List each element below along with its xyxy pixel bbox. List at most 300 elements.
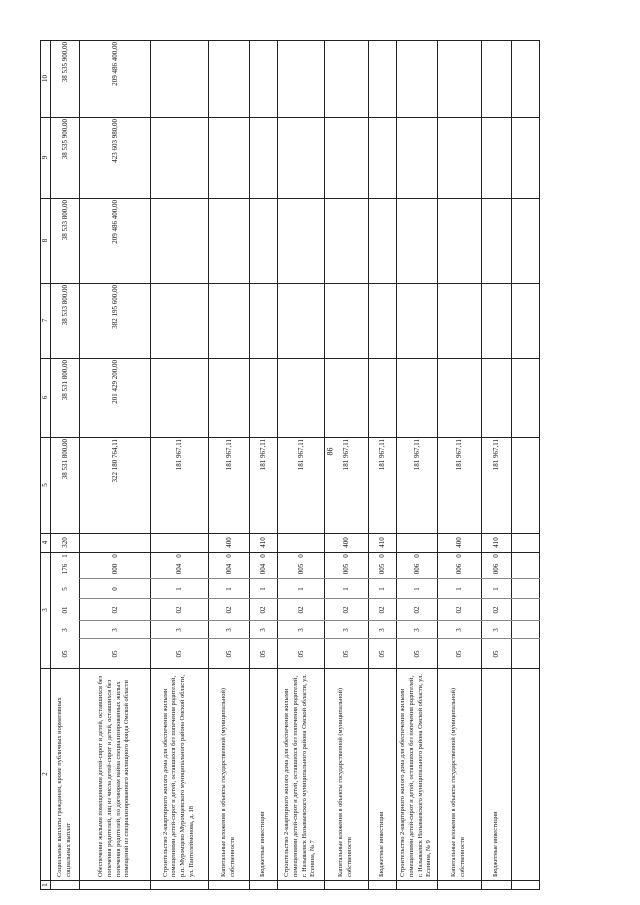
amount-col-9 (150, 119, 208, 198)
row-label (209, 671, 248, 877)
code-part-text: 05 (455, 650, 463, 658)
code-subdivider (79, 578, 150, 579)
column-header-2-text: 2 (41, 772, 49, 776)
code-part (249, 640, 277, 668)
kind-code (481, 533, 511, 552)
code-part-text: 3 (412, 628, 421, 632)
amount-col-8 (50, 200, 79, 283)
column-header-2 (40, 668, 50, 880)
code-part-text: 05 (175, 650, 183, 658)
code-subdivider (396, 578, 437, 579)
code-subdivider (396, 620, 437, 621)
amount-col-6-text: 38 531 800,00 (60, 360, 69, 401)
amount-col-9 (437, 119, 481, 198)
code-subdivider (208, 598, 249, 599)
amount-col-7 (277, 285, 324, 358)
amount-col-10-text: 38 535 900,00 (60, 42, 69, 83)
amount-col-5-text: 181 967,11 (296, 439, 305, 471)
code-subdivider (324, 578, 368, 579)
code-part-text: 005 (378, 563, 386, 575)
code-part (277, 640, 324, 668)
column-header-7 (40, 283, 50, 358)
amount-col-5 (396, 439, 437, 533)
column-header-10 (40, 40, 50, 117)
code-subdivider (368, 620, 396, 621)
code-part (368, 640, 396, 668)
code-part (150, 622, 208, 638)
row-label-text: Строительство 2-квартирного жилого дома для обеспечения жилыми помещениями детей-сирот и детей, оставшихся без попечения родителей, р.п. Муромцево Муромцевского муниципального района Омской области, ул. Пантелеймонова, д. 18 (161, 673, 195, 877)
row-label (51, 671, 78, 877)
amount-col-9 (79, 119, 150, 198)
code-part (249, 600, 277, 620)
code-part-text: 0 (175, 554, 183, 558)
amount-col-5 (79, 439, 150, 533)
code-part-text: 005 (342, 563, 350, 575)
code-part (208, 552, 249, 560)
code-subdivider (368, 578, 396, 579)
code-part (437, 640, 481, 668)
code-part (249, 552, 277, 560)
code-part (249, 560, 277, 578)
kind-code-text: 410 (492, 537, 500, 548)
amount-col-6 (368, 360, 396, 437)
amount-col-9 (249, 119, 277, 198)
amount-col-5 (324, 439, 368, 533)
column-header-9-text: 9 (41, 155, 49, 160)
code-part-text: 1 (492, 587, 500, 591)
amount-col-5-text: 181 967,11 (455, 439, 463, 471)
code-part (368, 622, 396, 638)
row-label-text: Капитальные вложения в объекты государственной (муниципальной) собственности (219, 686, 236, 877)
code-part-text: 0 (455, 554, 463, 558)
row-label-text: Строительство 2-квартирного жилого дома для обеспечения жилыми помещениями детей-сирот и детей, оставшихся без попечения родителей, г. Называевск Называевского муниципального района Омской области, ул. Есенина, № 9 (399, 672, 433, 877)
code-part-text: 004 (259, 563, 267, 575)
code-subdivider (249, 598, 277, 599)
amount-col-5 (150, 439, 208, 533)
code-part-text: 02 (175, 606, 183, 614)
code-part-text: 1 (60, 554, 69, 558)
code-part-text: 004 (224, 563, 233, 575)
amount-col-7 (50, 285, 79, 358)
amount-col-9 (324, 119, 368, 198)
code-part-text: 1 (378, 587, 386, 591)
amount-col-10 (50, 42, 79, 117)
amount-col-8-text: 38 533 800,00 (60, 200, 69, 241)
column-header-3-text: 3 (41, 608, 49, 612)
code-part-text: 005 (296, 563, 305, 575)
code-part (277, 560, 324, 578)
column-header-9 (40, 117, 50, 198)
amount-col-5-text: 181 967,11 (412, 439, 421, 471)
code-part-text: 0 (110, 554, 119, 558)
amount-col-10 (249, 42, 277, 117)
kind-code-text: 400 (224, 537, 233, 548)
code-part-text: 3 (455, 628, 463, 632)
code-part (208, 622, 249, 638)
column-header-6 (40, 358, 50, 437)
amount-col-7 (249, 285, 277, 358)
code-subdivider (437, 578, 481, 579)
code-part-text: 1 (412, 587, 421, 591)
amount-col-6-text: 201 429 200,00 (110, 360, 119, 404)
column-divider (40, 668, 540, 669)
column-divider (40, 358, 540, 359)
code-part (481, 580, 511, 598)
code-part-text: 3 (342, 628, 350, 632)
column-header-8 (40, 198, 50, 283)
code-part-text: 0 (378, 554, 386, 558)
code-subdivider (511, 638, 540, 639)
row-label-text: Строительство 2-квартирного жилого дома для обеспечения жилыми помещениями детей-сирот и детей, оставшихся без попечения родителей, г. Называевск Называевского муниципального района Омской области, ул. Есенина, № 7 (283, 672, 317, 877)
code-subdivider (277, 578, 324, 579)
code-subdivider (208, 620, 249, 621)
amount-col-9-text: 38 535 900,00 (60, 119, 69, 160)
row-label (397, 671, 436, 877)
amount-col-6 (249, 360, 277, 437)
code-part (481, 560, 511, 578)
code-part (368, 552, 396, 560)
code-part (481, 640, 511, 668)
code-part (208, 640, 249, 668)
code-part (324, 580, 368, 598)
code-part (396, 560, 437, 578)
code-subdivider (324, 598, 368, 599)
kind-code-text: 410 (378, 537, 386, 548)
code-subdivider (150, 598, 208, 599)
code-part (277, 600, 324, 620)
row-label-text: Капитальные вложения в объекты государственной (муниципальной) собственности (337, 686, 353, 877)
code-subdivider (511, 620, 540, 621)
code-part-text: 1 (259, 587, 267, 591)
code-part (396, 640, 437, 668)
amount-col-5 (437, 439, 481, 533)
amount-col-7 (368, 285, 396, 358)
amount-col-9 (50, 119, 79, 198)
code-part-text: 3 (224, 628, 233, 632)
amount-col-6 (324, 360, 368, 437)
row-label (325, 671, 367, 877)
code-part (277, 622, 324, 638)
code-subdivider (511, 598, 540, 599)
amount-col-5 (277, 439, 324, 533)
code-subdivider (150, 578, 208, 579)
amount-col-8 (481, 200, 511, 283)
amount-col-9 (277, 119, 324, 198)
amount-col-5-text: 181 967,11 (378, 439, 386, 471)
amount-col-7 (481, 285, 511, 358)
code-part-text: 05 (412, 650, 421, 658)
amount-col-5 (368, 439, 396, 533)
row-label (369, 671, 395, 877)
code-part-text: 1 (224, 587, 233, 591)
code-part-text: 02 (224, 606, 233, 614)
amount-col-6 (50, 360, 79, 437)
row-label-text: Бюджетные инвестиции (491, 811, 499, 877)
code-part (208, 600, 249, 620)
code-part (50, 622, 79, 638)
amount-col-9 (208, 119, 249, 198)
code-part (277, 580, 324, 598)
code-part (150, 560, 208, 578)
code-part (368, 600, 396, 620)
column-header-4-text: 4 (41, 540, 49, 545)
code-part-text: 0 (342, 554, 350, 558)
kind-code (249, 533, 277, 552)
code-part (437, 552, 481, 560)
code-subdivider (481, 578, 511, 579)
amount-col-8 (208, 200, 249, 283)
amount-col-10 (277, 42, 324, 117)
code-part-text: 3 (492, 628, 500, 632)
code-part (50, 600, 79, 620)
row-label-text: Обеспечение жилыми помещениями детей-сирот и детей, оставшихся без попечения родителей, лиц из числа детей-сирот и детей, оставшихся без попечения родителей, по договорам найма специализированных жилых помещений из специализированного жилищного фонда Омской области (97, 674, 131, 877)
code-subdivider (437, 598, 481, 599)
code-part-text: 02 (296, 606, 305, 614)
code-part (481, 622, 511, 638)
column-header-7-text: 7 (41, 318, 49, 323)
amount-col-10 (481, 42, 511, 117)
code-part-text: 3 (296, 628, 305, 632)
code-subdivider (208, 578, 249, 579)
code-part (150, 600, 208, 620)
kind-code (437, 533, 481, 552)
code-part-text: 05 (296, 650, 305, 658)
amount-col-5 (249, 439, 277, 533)
column-header-4 (40, 533, 50, 552)
code-part (277, 552, 324, 560)
kind-code (208, 533, 249, 552)
code-part (481, 552, 511, 560)
code-part (396, 600, 437, 620)
code-part (150, 640, 208, 668)
code-part-text: 05 (342, 650, 350, 658)
code-subdivider (481, 620, 511, 621)
column-divider (40, 117, 540, 118)
code-part-text: 05 (378, 650, 386, 658)
amount-col-6 (437, 360, 481, 437)
code-subdivider (396, 638, 437, 639)
code-part-text: 02 (492, 606, 500, 614)
code-part-text: 3 (175, 628, 183, 632)
code-part-text: 006 (455, 563, 463, 575)
amount-col-6 (208, 360, 249, 437)
code-part (50, 552, 79, 560)
amount-col-7 (437, 285, 481, 358)
code-part (324, 552, 368, 560)
amount-col-5 (208, 439, 249, 533)
kind-code-text: 400 (455, 537, 463, 548)
code-subdivider (79, 598, 150, 599)
amount-col-5-text: 181 967,11 (224, 439, 233, 471)
column-header-1 (40, 880, 50, 890)
code-part-text: 000 (110, 563, 119, 575)
amount-col-9 (396, 119, 437, 198)
code-part-text: 0 (492, 554, 500, 558)
code-part-text: 05 (110, 650, 119, 658)
code-part-text: 02 (259, 606, 267, 614)
column-header-5-text: 5 (41, 483, 49, 487)
amount-col-9 (481, 119, 511, 198)
code-part (324, 640, 368, 668)
row-label (151, 671, 207, 877)
code-part-text: 5 (60, 587, 69, 591)
code-part-text: 0 (412, 554, 421, 558)
code-part (150, 552, 208, 560)
code-subdivider (511, 578, 540, 579)
row-label-text: Социальные выплаты гражданам, кроме публичных нормативных социальных выплат (55, 695, 72, 877)
code-part (396, 552, 437, 560)
amount-col-5-text: 181 967,11 (342, 439, 350, 471)
code-part-text: 3 (259, 628, 267, 632)
row-label (438, 671, 480, 877)
code-part (79, 552, 150, 560)
kind-code (150, 533, 208, 552)
amount-col-5 (481, 439, 511, 533)
column-divider (40, 880, 540, 881)
amount-col-8-text: 209 486 400,00 (110, 200, 119, 244)
code-part (368, 580, 396, 598)
code-subdivider (249, 620, 277, 621)
code-part (481, 600, 511, 620)
code-part (396, 622, 437, 638)
code-subdivider (324, 620, 368, 621)
code-part-text: 1 (342, 587, 350, 591)
amount-col-10 (368, 42, 396, 117)
code-part (208, 580, 249, 598)
code-part-text: 05 (259, 650, 267, 658)
code-part-text: 0 (110, 587, 119, 591)
code-subdivider (481, 598, 511, 599)
code-part (437, 622, 481, 638)
amount-col-6 (79, 360, 150, 437)
kind-code-text: 400 (342, 537, 350, 548)
code-part (368, 560, 396, 578)
amount-col-10 (79, 42, 150, 117)
code-subdivider (437, 638, 481, 639)
code-part-text: 02 (342, 606, 350, 614)
column-header-10-text: 10 (41, 75, 49, 82)
amount-col-5-text: 38 531 800,00 (60, 439, 69, 480)
code-part-text: 006 (492, 563, 500, 575)
kind-code-text: 410 (259, 537, 267, 548)
code-subdivider (277, 598, 324, 599)
code-part-text: 004 (175, 563, 183, 575)
code-subdivider (396, 598, 437, 599)
amount-col-5 (50, 439, 79, 533)
amount-col-5-text: 181 967,11 (259, 439, 267, 471)
code-part-text: 05 (492, 650, 500, 658)
amount-col-7 (324, 285, 368, 358)
code-part-text: 006 (412, 563, 421, 575)
amount-col-7-text: 382 195 600,00 (110, 285, 119, 329)
amount-col-10 (150, 42, 208, 117)
code-part (50, 560, 79, 578)
code-subdivider (150, 620, 208, 621)
code-part-text: 1 (455, 587, 463, 591)
code-part (79, 560, 150, 578)
amount-col-8 (324, 200, 368, 283)
column-header-5 (40, 437, 50, 533)
code-part (324, 622, 368, 638)
row-label-text: Капитальные вложения в объекты государственной (муниципальной) собственности (450, 686, 466, 877)
row-label (482, 671, 510, 877)
code-part-text: 02 (412, 606, 421, 614)
amount-col-6 (396, 360, 437, 437)
kind-code (50, 533, 79, 552)
code-subdivider (324, 638, 368, 639)
amount-col-8 (150, 200, 208, 283)
code-part (79, 580, 150, 598)
code-subdivider (277, 620, 324, 621)
amount-col-6 (277, 360, 324, 437)
kind-code (79, 533, 150, 552)
row-label (80, 671, 149, 877)
column-divider (40, 437, 540, 438)
amount-col-8 (79, 200, 150, 283)
amount-col-9-text: 423 603 980,00 (110, 119, 119, 163)
amount-col-8 (277, 200, 324, 283)
code-part-text: 3 (110, 628, 119, 632)
amount-col-9 (368, 119, 396, 198)
amount-col-7 (150, 285, 208, 358)
code-part-text: 1 (175, 587, 183, 591)
code-subdivider (368, 598, 396, 599)
code-part (324, 600, 368, 620)
code-subdivider (79, 620, 150, 621)
column-header-1-text: 1 (41, 883, 49, 887)
code-part-text: 01 (60, 606, 69, 614)
code-part-text: 176 (60, 563, 69, 575)
code-part-text: 0 (224, 554, 233, 558)
code-subdivider (368, 638, 396, 639)
code-part (249, 622, 277, 638)
amount-col-8 (368, 200, 396, 283)
column-header-3 (40, 552, 50, 668)
code-part (208, 560, 249, 578)
amount-col-7 (79, 285, 150, 358)
code-part-text: 3 (378, 628, 386, 632)
code-subdivider (277, 638, 324, 639)
kind-code (396, 533, 437, 552)
code-subdivider (249, 578, 277, 579)
amount-col-7-text: 38 533 800,00 (60, 285, 69, 326)
amount-col-7 (208, 285, 249, 358)
amount-col-8 (249, 200, 277, 283)
code-part (437, 600, 481, 620)
column-header-6-text: 6 (41, 395, 49, 400)
code-part-text: 02 (455, 606, 463, 614)
row-label-text: Бюджетные инвестиции (258, 811, 266, 877)
amount-col-6 (481, 360, 511, 437)
code-part (79, 640, 150, 668)
code-subdivider (437, 620, 481, 621)
kind-code-text: 320 (60, 537, 69, 548)
kind-code (277, 533, 324, 552)
amount-col-10-text: 209 486 400,00 (110, 42, 119, 86)
amount-col-8 (437, 200, 481, 283)
code-subdivider (249, 638, 277, 639)
amount-col-10 (324, 42, 368, 117)
amount-col-10 (396, 42, 437, 117)
amount-col-6 (150, 360, 208, 437)
code-part (396, 580, 437, 598)
amount-col-8 (396, 200, 437, 283)
code-subdivider (208, 638, 249, 639)
code-part (50, 640, 79, 668)
code-part (249, 580, 277, 598)
row-label (250, 671, 276, 877)
amount-col-10 (437, 42, 481, 117)
